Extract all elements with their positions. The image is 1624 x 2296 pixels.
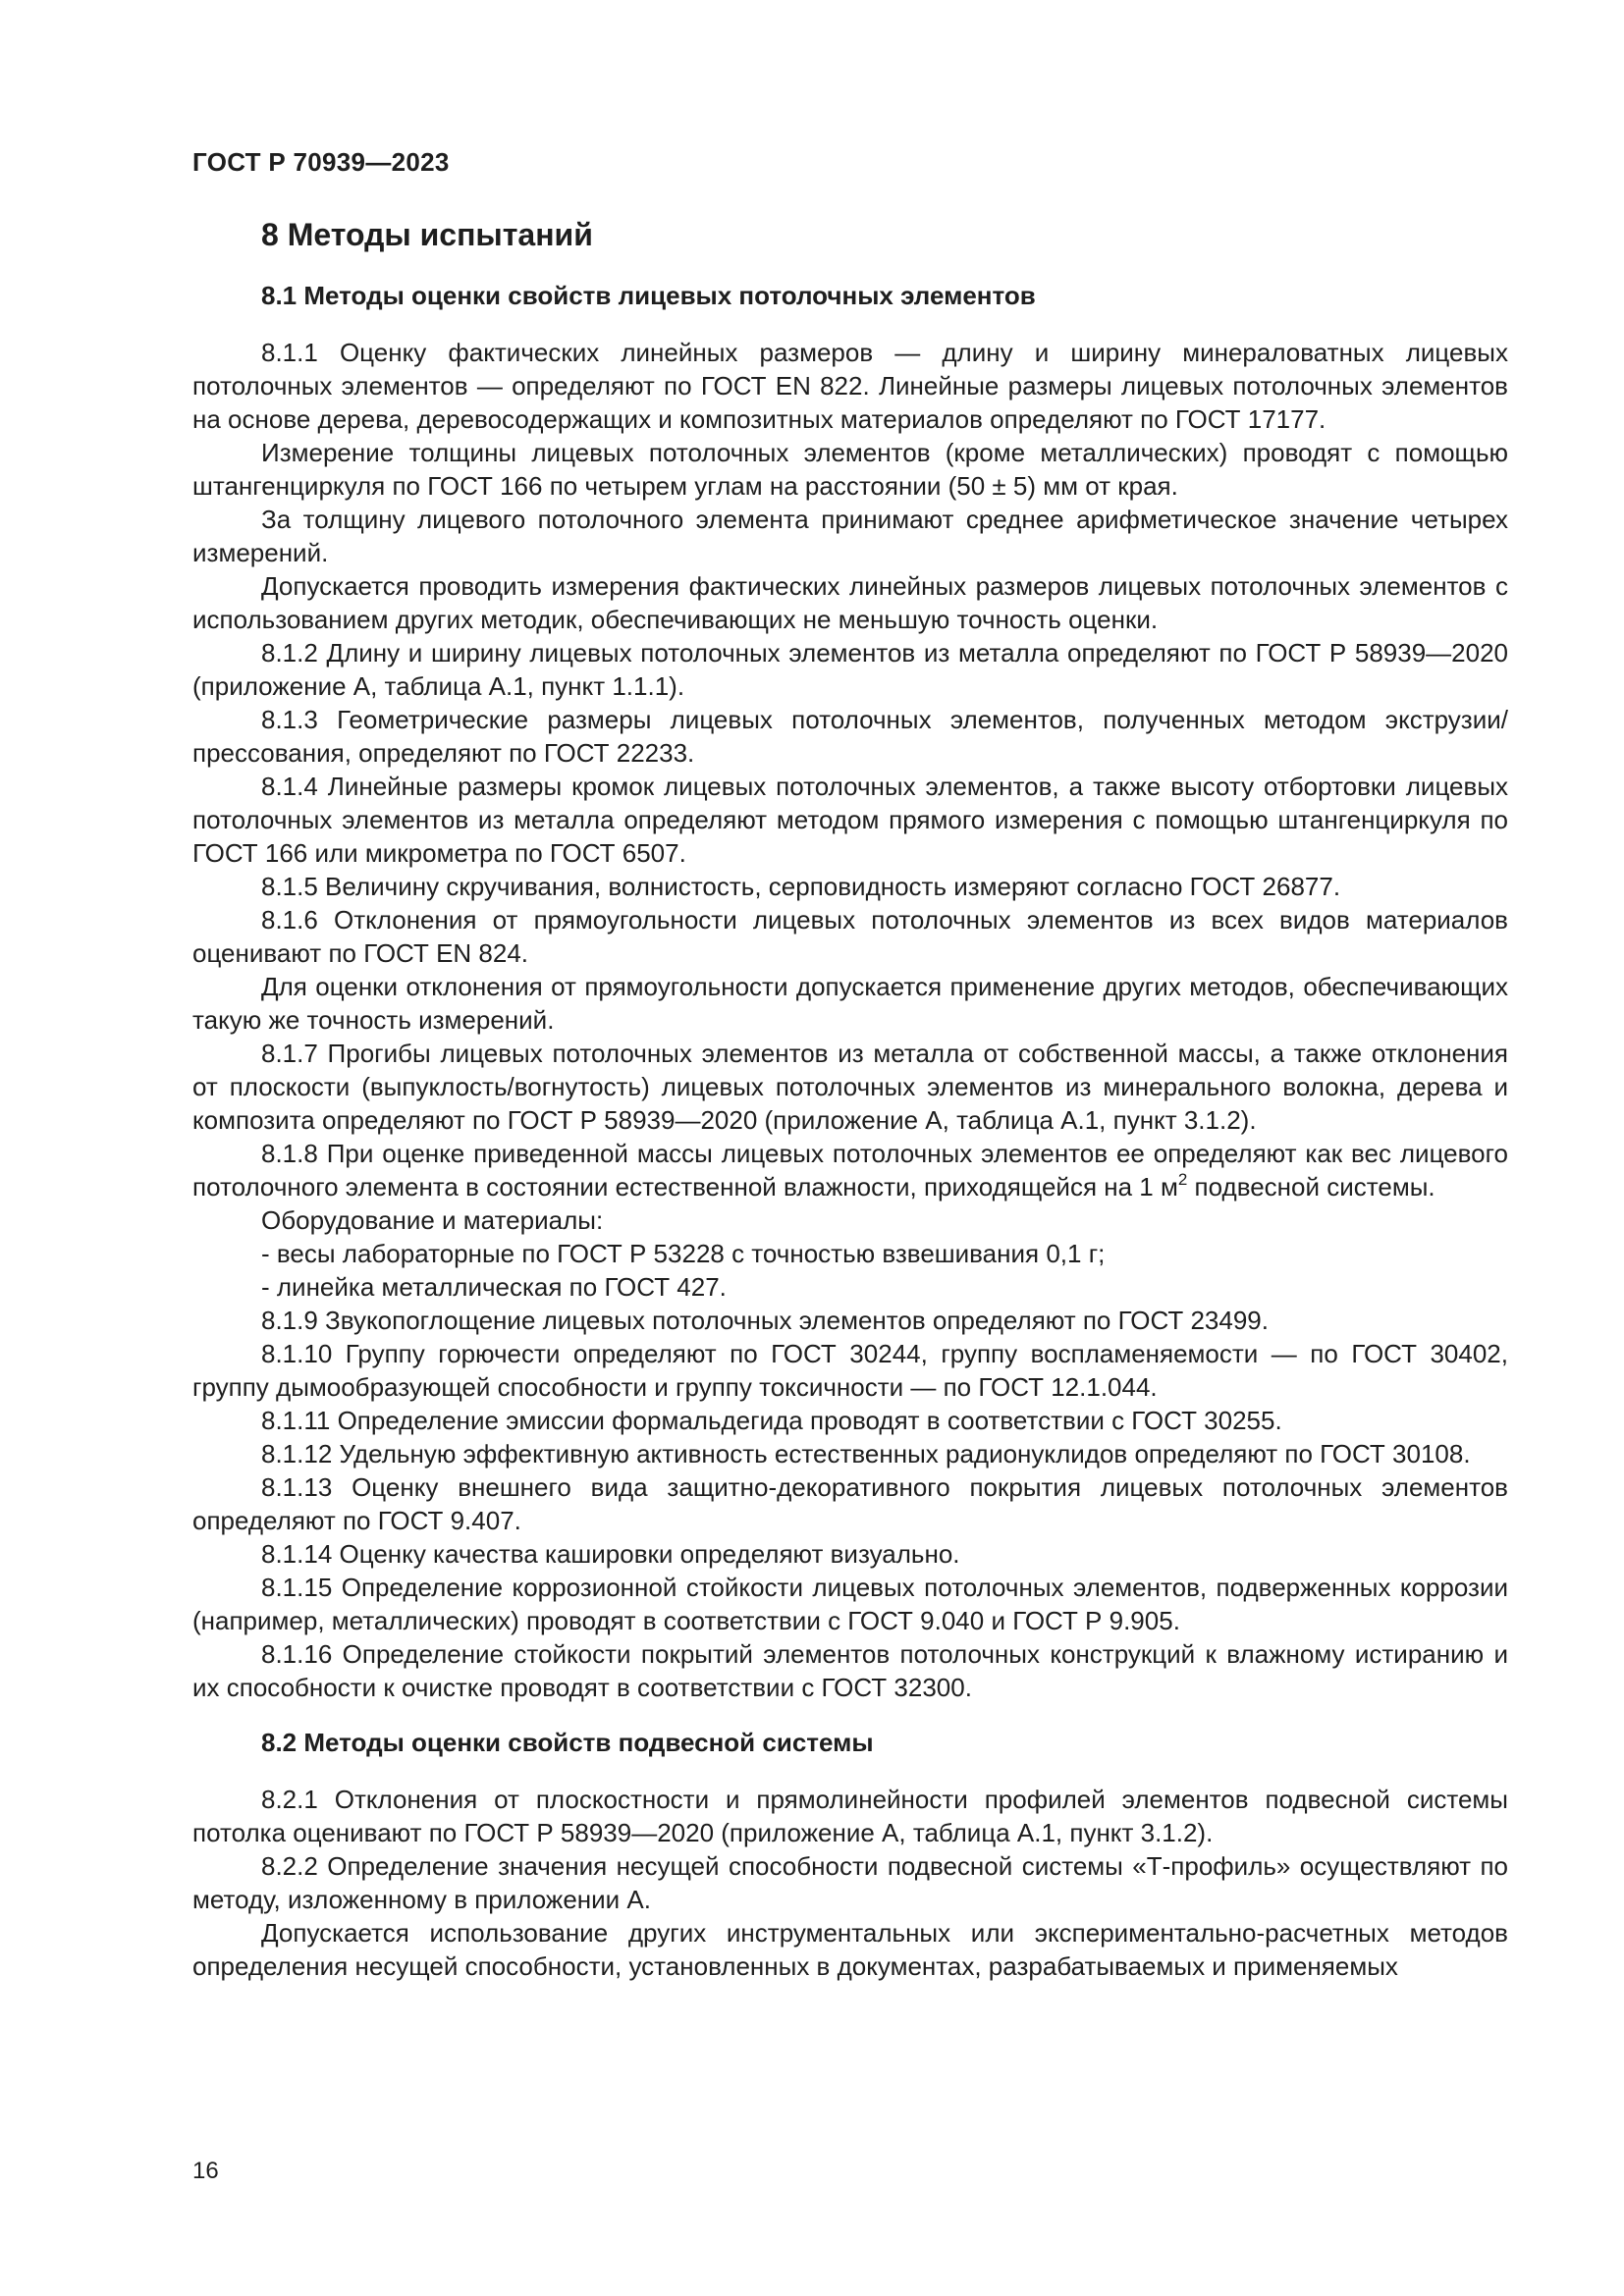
paragraph: 8.1.4 Линейные размеры кромок лицевых потолочных элементов, а также высоту отбортовки лицевых потолочных элементов из металла определяют методом прямого измерения с помощью штангенциркуля по ГОСТ 166 или микрометра по ГОСТ 6507. <box>192 772 1508 868</box>
list-item: - весы лабораторные по ГОСТ Р 53228 с точностью взвешивания 0,1 г; <box>261 1239 1106 1268</box>
document-body <box>192 216 1508 1983</box>
paragraph: 8.1.9 Звукопоглощение лицевых потолочных элементов определяют по ГОСТ 23499. <box>261 1306 1269 1335</box>
paragraph: 8.1.13 Оценку внешнего вида защитно-декоративного покрытия лицевых потолочных элементов определяют по ГОСТ 9.407. <box>192 1472 1508 1535</box>
paragraph: 8.1.16 Определение стойкости покрытий элементов потолочных конструкций к влажному истиранию и их способности к очистке проводят в соответствии с ГОСТ 32300. <box>192 1639 1508 1702</box>
page-number: 16 <box>192 2158 219 2184</box>
paragraph: 8.1.2 Длину и ширину лицевых потолочных элементов из металла определяют по ГОСТ Р 58939—2020 (приложение А, таблица А.1, пункт 1.1.1). <box>192 638 1508 701</box>
equipment-label: Оборудование и материалы: <box>261 1205 604 1235</box>
superscript: 2 <box>1177 1170 1188 1189</box>
paragraph: За толщину лицевого потолочного элемента принимают среднее арифметическое значение четырех измерений. <box>192 505 1508 567</box>
paragraph-text: подвесной системы. <box>1187 1172 1435 1201</box>
paragraph: 8.1.1 Оценку фактических линейных размеров — длину и ширину минераловатных лицевых потолочных элементов — определяют по ГОСТ EN 822. Линейные размеры лицевых потолочных элементов на основе дерева, деревосодержащих и композитных материалов определяют по ГОСТ 17177. <box>192 338 1508 434</box>
subsection-title: 8.2 Методы оценки свойств подвесной системы <box>261 1728 874 1757</box>
document-header: ГОСТ Р 70939—2023 <box>192 147 450 177</box>
list-item: - линейка металлическая по ГОСТ 427. <box>261 1272 727 1302</box>
paragraph: 8.1.7 Прогибы лицевых потолочных элементов из металла от собственной массы, а также отклонения от плоскости (выпуклость/вогнутость) лицевых потолочных элементов из минерального волокна, дерева и композита определяют по ГОСТ Р 58939—2020 (приложение А, таблица А.1, пункт 3.1.2). <box>192 1039 1508 1135</box>
paragraph: Допускается проводить измерения фактических линейных размеров лицевых потолочных элементов с использованием других методик, обеспечивающих не меньшую точность оценки. <box>192 571 1508 634</box>
paragraph-8-1-8 <box>192 1137 1508 1203</box>
paragraph: Для оценки отклонения от прямоугольности допускается применение других методов, обеспечивающих такую же точность измерений. <box>192 972 1508 1035</box>
paragraph: 8.1.14 Оценку качества кашировки определяют визуально. <box>261 1539 960 1569</box>
paragraph: 8.1.3 Геометрические размеры лицевых потолочных элементов, полученных методом экструзии/прессования, определяют по ГОСТ 22233. <box>192 705 1508 768</box>
paragraph: 8.1.5 Величину скручивания, волнистость, серповидность измеряют согласно ГОСТ 26877. <box>261 872 1341 901</box>
paragraph: Измерение толщины лицевых потолочных элементов (кроме металлических) проводят с помощью штангенциркуля по ГОСТ 166 по четырем углам на расстоянии (50 ± 5) мм от края. <box>192 438 1508 501</box>
paragraph: Допускается использование других инструментальных или экспериментально-расчетных методов определения несущей способности, установленных в документах, разрабатываемых и применяемых <box>192 1918 1508 1981</box>
paragraph: 8.2.2 Определение значения несущей способности подвесной системы «Т-профиль» осуществляют по методу, изложенному в приложении А. <box>192 1851 1508 1914</box>
paragraph: 8.1.11 Определение эмиссии формальдегида проводят в соответствии с ГОСТ 30255. <box>261 1406 1282 1435</box>
section-title: 8 Методы испытаний <box>261 217 593 252</box>
paragraph-text: 8.1.8 При оценке приведенной массы лицевых потолочных элементов ее определяют как вес лицевого потолочного элемента в состоянии естественной влажности, приходящейся на 1 м <box>192 1139 1508 1201</box>
paragraph: 8.2.1 Отклонения от плоскостности и прямолинейности профилей элементов подвесной системы потолка оценивают по ГОСТ Р 58939—2020 (приложение А, таблица А.1, пункт 3.1.2). <box>192 1785 1508 1847</box>
paragraph: 8.1.15 Определение коррозионной стойкости лицевых потолочных элементов, подверженных коррозии (например, металлических) проводят в соответствии с ГОСТ 9.040 и ГОСТ Р 9.905. <box>192 1573 1508 1635</box>
paragraph: 8.1.6 Отклонения от прямоугольности лицевых потолочных элементов из всех видов материалов оценивают по ГОСТ EN 824. <box>192 905 1508 968</box>
paragraph: 8.1.10 Группу горючести определяют по ГОСТ 30244, группу воспламеняемости — по ГОСТ 30402, группу дымообразующей способности и группу токсичности — по ГОСТ 12.1.044. <box>192 1339 1508 1402</box>
paragraph: 8.1.12 Удельную эффективную активность естественных радионуклидов определяют по ГОСТ 30108. <box>261 1439 1471 1468</box>
subsection-title: 8.1 Методы оценки свойств лицевых потолочных элементов <box>261 281 1036 310</box>
